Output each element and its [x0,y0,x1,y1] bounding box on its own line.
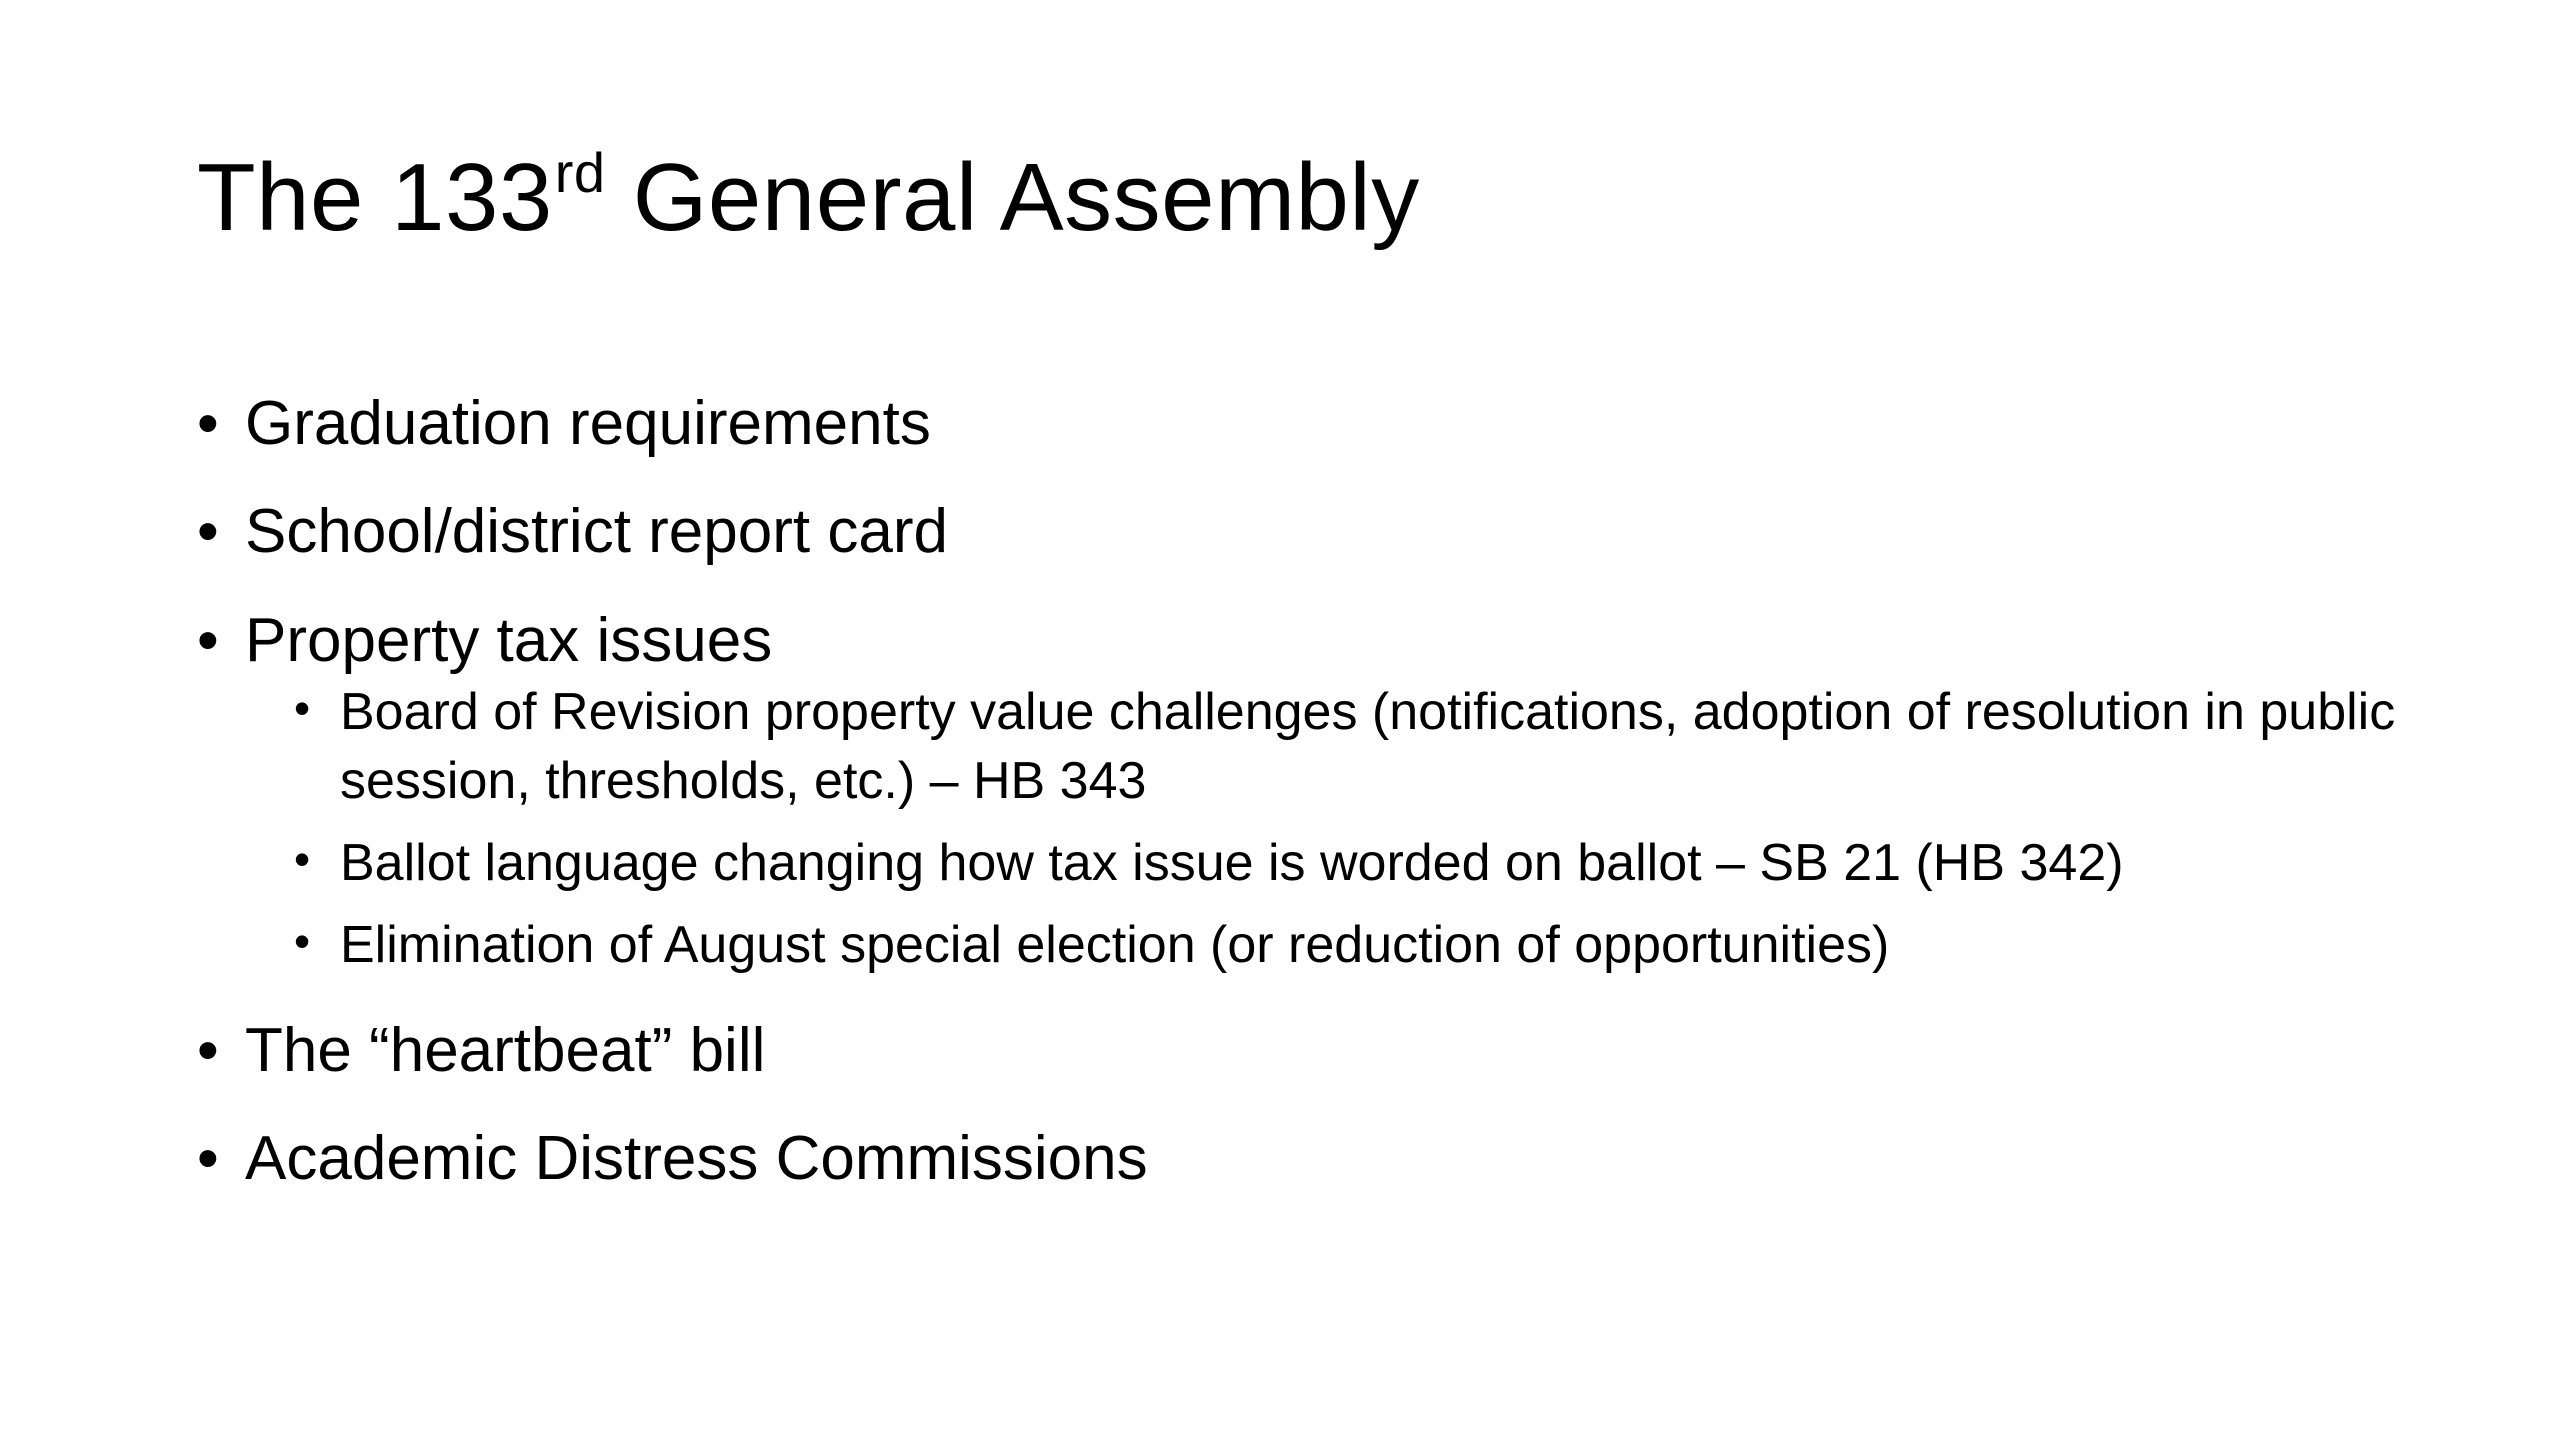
title-superscript: rd [554,141,606,204]
bullet-list [197,388,2447,1231]
bullet-heartbeat-bill: • The “heartbeat” bill [197,1015,2447,1086]
slide-title [197,141,1420,251]
sub-bullet-ballot-language: • Ballot language changing how tax issue is worded on ballot – SB 21 (HB 342) [294,829,2460,898]
bullet-academic-distress: • Academic Distress Commissions [197,1123,2447,1194]
property-tax-sub-list [197,678,2447,981]
sub-bullet-august-election: • Elimination of August special election (or reduction of opportunities) [294,911,2460,980]
title-suffix: General Assembly [605,144,1420,251]
bullet-graduation-requirements: • Graduation requirements [197,388,2447,459]
bullet-property-tax-issues: • Property tax issues [197,605,2447,676]
title-prefix: The 133 [197,144,553,251]
sub-bullet-board-of-revision: • Board of Revision property value challenges (notifications, adoption of resolution in public session, thresholds, etc.) – HB 343 [294,678,2460,816]
bullet-report-card: • School/district report card [197,496,2447,567]
